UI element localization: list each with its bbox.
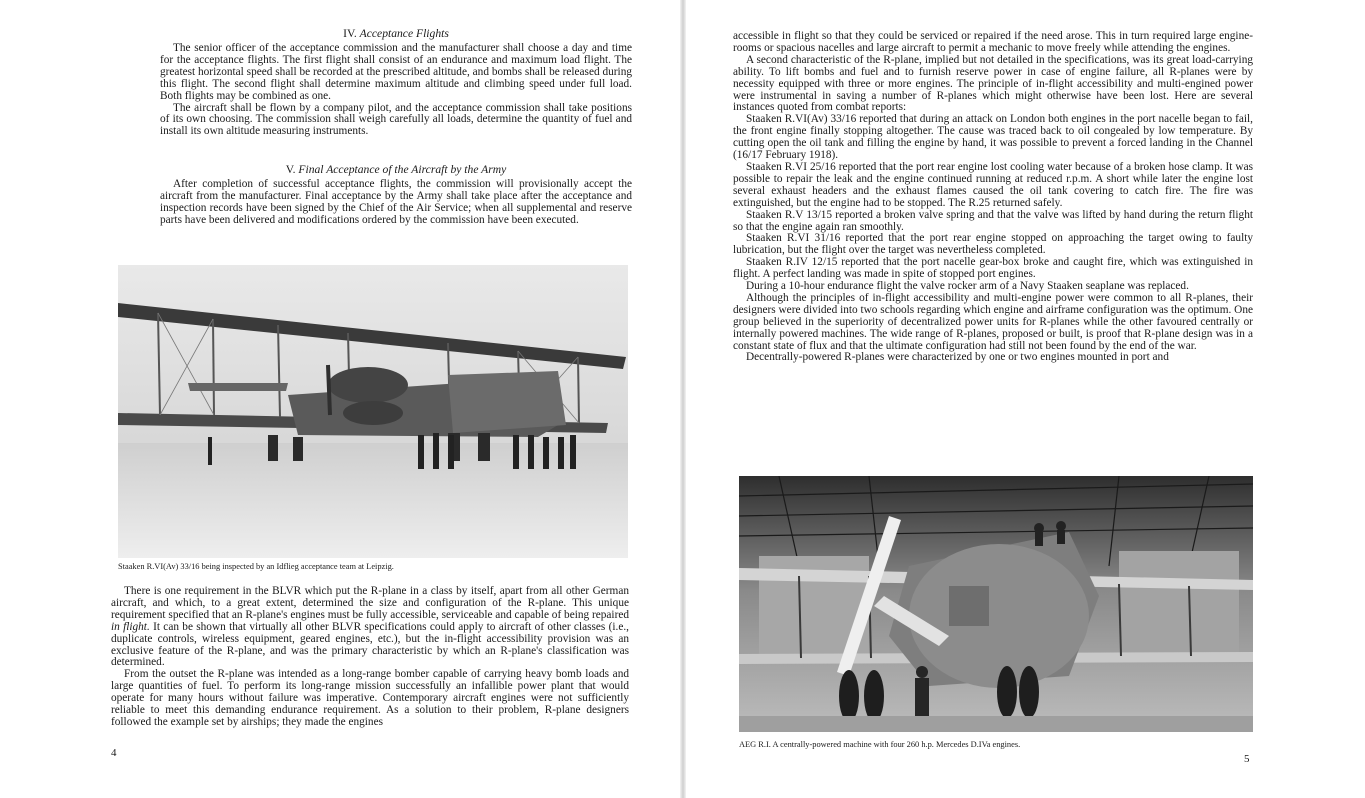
right-paragraph-3: Staaken R.VI(Av) 33/16 reported that during an attack on London both engines in the port nacelle began to fail, the front engine finally stopping altogether. The cause was traced back to oil congealed by low temperature. By cutting open the oil tank and filling the engine by hand, it was possible to prevent a forced landing in the Channel (16/17 February 1918). xyxy=(733,113,1253,162)
section-v-paragraph-1: After completion of successful acceptance flights, the commission will provisionally accept the aircraft from the manufacturer. Final acceptance by the Army shall take place after the acceptance and inspection records have been signed by the Chief of the Air Service; when all supplemental and reserve parts have been delivered and modifications ordered by the commission have been executed. xyxy=(160,178,632,226)
body-paragraph-2: From the outset the R-plane was intended as a long-range bomber capable of carrying heavy bomb loads and large quantities of fuel. To perform its long-range mission successfully an infallible power plant that would operate for many hours without failure was imperative. Contemporary aircraft engines were not sufficiently reliable to meet this demanding endurance requirement. As a solution to their problem, R-plane designers followed the example set by airships; they made the engines xyxy=(111,668,629,728)
right-paragraph-10: Decentrally-powered R-planes were characterized by one or two engines mounted in port and xyxy=(746,351,1169,364)
right-paragraph-2: A second characteristic of the R-plane, implied but not detailed in the specifications, was its great load-carrying ability. To lift bombs and fuel and to furnish reserve power in case of engine failure, all R-planes were by necessity equipped with three or more engines. The principle of in-flight accessibility and multi-engined power were instrumental in saving a number of R-planes which might otherwise have been lost. Here are several instances quoted from combat reports: xyxy=(733,53,1253,114)
right-paragraph-5: Staaken R.V 13/15 reported a broken valve spring and that the valve was lifted by hand during the return flight so that the engine again ran smoothly. xyxy=(733,208,1253,233)
section-v-heading xyxy=(160,163,632,176)
right-body-text xyxy=(733,31,1253,364)
left-body-text xyxy=(111,586,629,729)
right-paragraph-4: Staaken R.VI 25/16 reported that the port rear engine lost cooling water because of a broken hose clamp. It was possible to repair the leak and the engine continued running at reduced r.p.m. A short while later the engine lost several exhaust headers and the exhaust flames caused the oil tank covering to catch fire. The fire was extinguished, but the engine had to be stopped. The R.25 returned safely. xyxy=(733,160,1253,209)
section-iv-number: IV. xyxy=(343,27,357,40)
body-paragraph-1-emphasis: in flight. xyxy=(111,620,150,633)
staaken-photo-caption: Staaken R.VI(Av) 33/16 being inspected by an Idflieg acceptance team at Leipzig. xyxy=(118,562,394,571)
body-paragraph-1 xyxy=(111,586,629,669)
right-page xyxy=(686,0,1365,798)
right-paragraph-9: Although the principles of in-flight accessibility and multi-engine power were common to all R-planes, their designers were divided into two schools regarding which engine and airframe configuration was the optimum. One group believed in the superiority of decentralized power units for R-planes while the other favoured centrally or internally powered machines. The wide range of R-planes, proposed or built, is proof that R-plane design was in a constant state of flux and that the ultimate configuration had still not been found by the end of the war. xyxy=(733,291,1253,352)
right-paragraph-7: Staaken R.IV 12/15 reported that the port nacelle gear-box broke and caught fire, which was extinguished in flight. A perfect landing was made in spite of stopped port engines. xyxy=(733,256,1253,281)
aeg-photo xyxy=(739,476,1253,732)
body-paragraph-1-part-b: It can be shown that virtually all other BLVR specifications could apply to aircraft of other classes (i.e., duplicate controls, wireless equipment, geared engines, etc.), but the in-flight accessibility provision was an exclusive feature of the R-plane, and was the primary characteristic by which an R-plane's classification was determined. xyxy=(111,620,629,669)
left-page xyxy=(0,0,680,798)
section-iv xyxy=(160,27,632,138)
section-iv-title: Acceptance Flights xyxy=(359,27,449,40)
section-v-title: Final Acceptance of the Aircraft by the Army xyxy=(298,163,507,176)
aeg-r1-image xyxy=(739,476,1253,732)
page-number-right: 5 xyxy=(1244,753,1250,765)
page-number-left: 4 xyxy=(111,747,117,759)
right-paragraph-1: accessible in flight so that they could be serviced or repaired if the need arose. This in turn required large engine-rooms or spacious nacelles and large aircraft to permit a mechanic to move freely while attending the engines. xyxy=(733,30,1253,54)
staaken-biplane-image xyxy=(118,265,628,558)
right-paragraph-6: Staaken R.VI 31/16 reported that the port rear engine stopped on approaching the target owing to faulty lubrication, but the flight over the target was nevertheless completed. xyxy=(733,232,1253,257)
right-paragraph-8: During a 10-hour endurance flight the valve rocker arm of a Navy Staaken seaplane was replaced. xyxy=(746,280,1189,293)
section-iv-heading xyxy=(160,27,632,40)
staaken-photo xyxy=(118,265,628,558)
aeg-photo-caption: AEG R.I. A centrally-powered machine with four 260 h.p. Mercedes D.IVa engines. xyxy=(739,740,1021,749)
section-iv-paragraph-2: The aircraft shall be flown by a company pilot, and the acceptance commission shall take positions of its own choosing. The commission shall weigh carefully all loads, determine the quantity of fuel and install its own altitude measuring instruments. xyxy=(160,101,632,138)
body-paragraph-1-part-a: There is one requirement in the BLVR which put the R-plane in a class by itself, apart from all other German aircraft, and which, to a great extent, determined the size and configuration of the R-plane. This unique requirement specified that an R-plane's engines must be fully accessible, serviceable and capable of being repaired xyxy=(111,585,629,621)
section-v xyxy=(160,163,632,227)
section-v-number: V. xyxy=(285,163,296,176)
section-iv-paragraph-1: The senior officer of the acceptance commission and the manufacturer shall choose a day and time for the acceptance flights. The first flight shall consist of an endurance and maximum load flight. The greatest horizontal speed shall be recorded at the prescribed altitude, and bombs shall be released during this flight. The second flight shall determine maximum altitude and climbing speed under full load. Both flights may be combined as one. xyxy=(160,42,632,102)
